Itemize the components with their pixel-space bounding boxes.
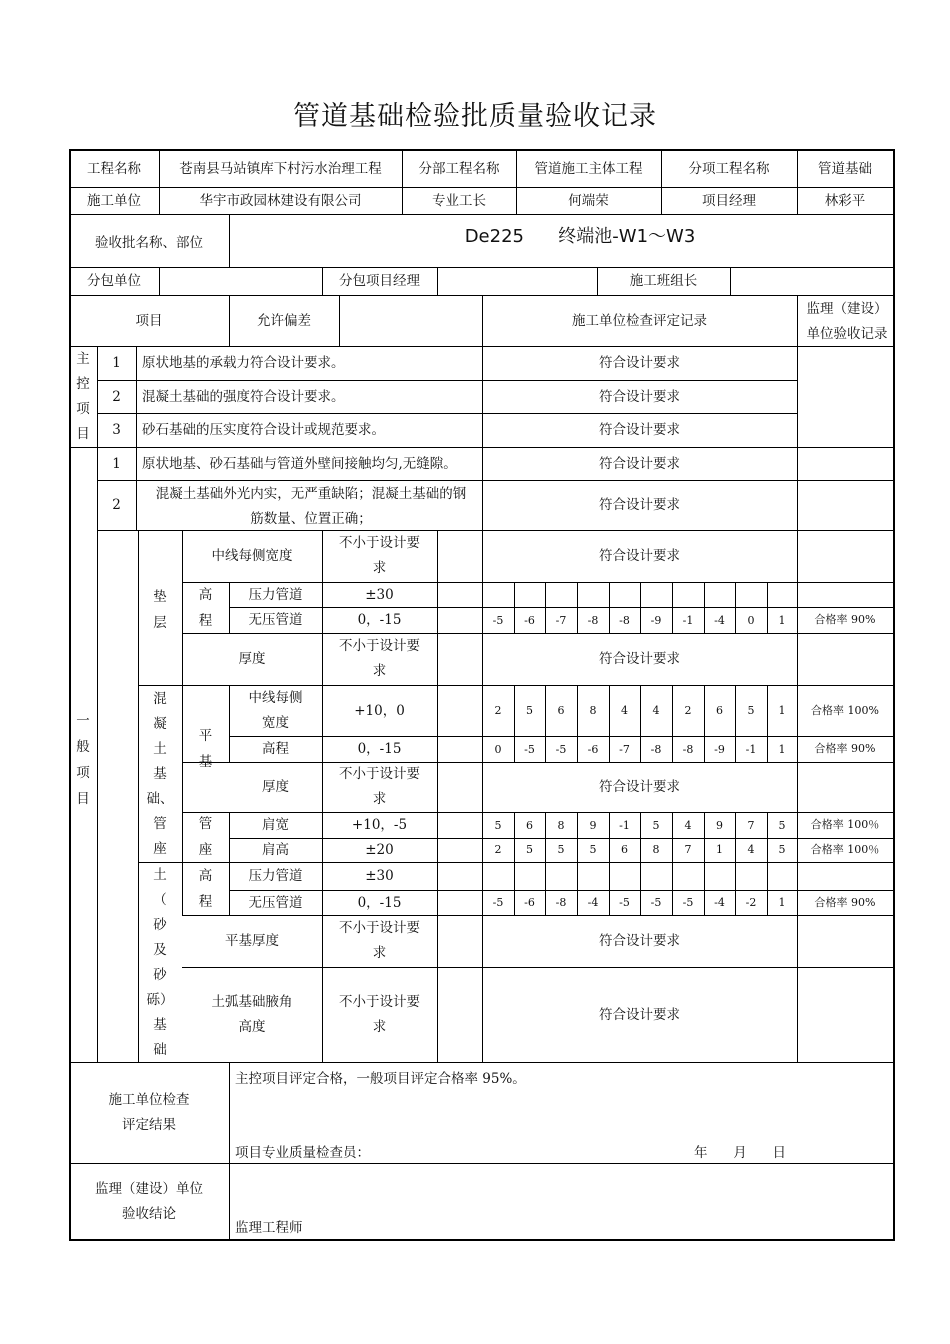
vertical-char: 般 <box>76 739 90 755</box>
supervising-engineer-label: 监理工程师 <box>235 1219 303 1236</box>
shoulder-height-label: 肩高 <box>262 842 289 858</box>
cell-line: 土弧基础腋角 <box>211 993 293 1010</box>
team-leader-label: 施工班组长 <box>629 273 698 289</box>
subdivision-value: 管道基础 <box>818 160 872 177</box>
vertical-char: 管 <box>153 815 167 832</box>
cell-line: 监理（建设）单位 <box>95 1180 203 1197</box>
check-result: 符合设计要求 <box>599 355 680 371</box>
vertical-char: 座 <box>153 840 167 857</box>
cushion-width-label: 中线每侧宽度 <box>211 548 293 564</box>
shoulder-width-label: 肩宽 <box>262 817 289 833</box>
measured-value: -8 <box>555 896 567 909</box>
vertical-char: （ <box>153 892 167 908</box>
flat-base-label <box>182 685 229 812</box>
measured-value: -5 <box>555 743 567 756</box>
soil-elev-label <box>182 862 229 915</box>
vertical-char: 程 <box>198 893 213 910</box>
division-label: 分部工程名称 <box>418 160 500 177</box>
cell-line: 单位验收记录 <box>806 326 888 342</box>
concrete-elev-tolerance: 0，-15 <box>357 741 402 757</box>
vertical-char: 管 <box>198 816 213 832</box>
cushion-elev-label <box>182 582 229 633</box>
pressure-pipe-label: 压力管道 <box>248 586 303 603</box>
pass-rate: 合格率 100％ <box>810 843 880 856</box>
cell-line: 求 <box>372 945 387 961</box>
measured-value: -5 <box>650 896 662 909</box>
vertical-char: 项 <box>76 765 90 781</box>
table-rule <box>229 214 230 267</box>
pressure-pipe-label: 压力管道 <box>248 868 303 884</box>
measured-value: -4 <box>714 614 725 627</box>
measured-value: -8 <box>682 743 694 756</box>
measured-value: 5 <box>526 703 533 717</box>
measured-value: 6 <box>526 819 533 832</box>
subdivision-label: 分项工程名称 <box>688 160 770 177</box>
quality-inspector-label: 项目专业质量检查员： <box>235 1145 370 1161</box>
item-number: 1 <box>112 355 121 371</box>
cell-line: 评定结果 <box>122 1116 176 1133</box>
measured-value: 1 <box>778 614 786 627</box>
inspection-result-text: 主控项目评定合格，一般项目评定合格率 95%。 <box>235 1071 526 1087</box>
concrete-width-label <box>229 685 322 736</box>
vertical-char: 砂 <box>153 917 167 933</box>
vertical-char: 一 <box>76 713 90 729</box>
pressure-pipe-tolerance: ±30 <box>365 868 394 884</box>
measured-value: 5 <box>652 819 660 832</box>
measured-value: 2 <box>684 703 692 717</box>
measured-value: 5 <box>747 703 755 717</box>
measured-value: -5 <box>682 896 694 909</box>
measured-value: 8 <box>589 703 597 717</box>
column-tolerance: 允许偏差 <box>257 312 311 329</box>
nonpressure-pipe-tolerance: 0，-15 <box>357 894 402 911</box>
cell-line: 求 <box>372 560 387 576</box>
sub-unit-label: 分包单位 <box>87 273 141 289</box>
pressure-pipe-tolerance: ±30 <box>365 586 394 603</box>
measured-value: -5 <box>492 896 504 909</box>
measured-value: 5 <box>778 819 786 832</box>
item-number: 3 <box>112 422 121 438</box>
cell-line: 筋数量、位置正确； <box>250 511 372 527</box>
measured-value: -5 <box>492 614 504 627</box>
measured-value: -8 <box>619 614 630 627</box>
check-result: 符合设计要求 <box>599 779 680 795</box>
column-supervision <box>797 297 893 346</box>
vertical-char: 程 <box>198 612 213 629</box>
table-rule <box>159 267 160 295</box>
contractor-label: 施工单位 <box>87 192 141 209</box>
measured-value: 7 <box>747 819 755 832</box>
batch-value: De225 终端池-W1～W3 <box>464 226 696 247</box>
vertical-char: 层 <box>153 615 167 631</box>
measured-value: 5 <box>557 843 565 856</box>
measured-value: 8 <box>652 843 660 856</box>
item-number: 1 <box>112 455 121 472</box>
division-value: 管道施工主体工程 <box>534 160 643 177</box>
measured-value: -6 <box>587 743 599 756</box>
date-label: 年 月 日 <box>694 1145 786 1161</box>
measured-value: 9 <box>589 819 597 832</box>
cell-line: 不小于设计要 <box>339 766 420 782</box>
table-rule <box>69 267 893 268</box>
vertical-char: 座 <box>198 842 213 858</box>
measured-value: 1 <box>716 843 723 856</box>
measured-value: -5 <box>524 743 535 756</box>
cell-line: 不小于设计要 <box>339 535 420 551</box>
vertical-char: 础、 <box>146 790 174 807</box>
inspection-result-label <box>69 1062 229 1163</box>
measured-value: 6 <box>621 843 628 856</box>
item-description: 混凝土基础的强度符合设计要求。 <box>142 388 345 405</box>
pass-rate: 合格率 100％ <box>810 818 880 831</box>
foreman-value: 何端荣 <box>568 192 609 209</box>
cell-line: 验收结论 <box>122 1205 176 1222</box>
cushion-label <box>138 584 182 636</box>
supervision-conclusion-label <box>69 1163 229 1240</box>
measured-value: -8 <box>650 743 662 756</box>
measured-value: 5 <box>589 843 597 856</box>
shoulder-height-tolerance: ±20 <box>365 842 394 858</box>
concrete-width-tolerance: +10，0 <box>354 702 405 719</box>
vertical-char: 凝 <box>153 715 167 732</box>
measured-value: 5 <box>526 843 533 856</box>
measured-value: -6 <box>524 896 535 909</box>
cushion-thickness-tolerance <box>322 633 437 685</box>
measured-value: -1 <box>745 743 757 756</box>
cushion-thickness-label: 厚度 <box>238 651 266 667</box>
nonpressure-pipe-tolerance: 0，-15 <box>357 612 402 628</box>
project-name-label: 工程名称 <box>87 160 141 177</box>
item-description: 原状地基、砂石基础与管道外壁间接触均匀,无缝隙。 <box>142 455 457 472</box>
cell-line: 监理（建设） <box>806 301 888 317</box>
column-check-record: 施工单位检查评定记录 <box>572 312 707 329</box>
vertical-char: 基 <box>153 1017 167 1033</box>
concrete-thickness-label: 厚度 <box>262 779 289 795</box>
vertical-char: 目 <box>76 425 90 442</box>
measured-value: 4 <box>747 843 755 856</box>
measured-value: 5 <box>494 819 502 832</box>
main-control-group-label <box>69 346 97 447</box>
vertical-char: 砂 <box>153 967 167 983</box>
cushion-width-tolerance <box>322 530 437 582</box>
vertical-char: 高 <box>198 586 213 603</box>
measured-value: -4 <box>587 896 599 909</box>
vertical-char: 土 <box>153 740 167 757</box>
measured-value: 4 <box>621 703 628 717</box>
vertical-char: 目 <box>76 791 90 807</box>
measured-value: -6 <box>524 614 535 627</box>
measured-value: -2 <box>745 896 757 909</box>
shoulder-width-tolerance: +10，-5 <box>351 817 408 833</box>
flat-thickness-tolerance <box>322 915 437 967</box>
table-rule <box>339 295 340 346</box>
vertical-char: 础 <box>153 1042 167 1058</box>
measured-value: 0 <box>494 743 502 756</box>
table-rule <box>730 267 731 295</box>
table-rule <box>437 530 438 1062</box>
table-rule <box>69 214 893 215</box>
manager-label: 项目经理 <box>702 192 756 209</box>
general-group-label <box>69 700 97 820</box>
cell-line: 求 <box>372 663 387 679</box>
check-result: 符合设计要求 <box>599 388 680 405</box>
measured-value: 8 <box>557 819 565 832</box>
measured-value: 2 <box>494 703 502 717</box>
check-result: 符合设计要求 <box>599 933 680 949</box>
measured-value: 2 <box>494 843 502 856</box>
vertical-char: 平 <box>198 727 213 744</box>
soil-base-label <box>138 864 182 1062</box>
measured-value: 1 <box>778 703 786 717</box>
concrete-label <box>138 686 182 862</box>
check-result: 符合设计要求 <box>599 422 680 438</box>
foreman-label: 专业工长 <box>432 192 486 209</box>
flat-thickness-label: 平基厚度 <box>225 933 279 949</box>
item-number: 2 <box>112 497 121 513</box>
measured-value: 7 <box>684 843 692 856</box>
measured-value: 4 <box>684 819 692 832</box>
concrete-elev-label: 高程 <box>262 741 289 757</box>
page-title: 管道基础检验批质量验收记录 <box>293 101 657 132</box>
pipe-seat-label <box>182 812 229 862</box>
measured-value: 6 <box>557 703 565 717</box>
cell-line: 施工单位检查 <box>108 1091 190 1108</box>
check-result: 符合设计要求 <box>599 651 680 667</box>
pass-rate: 合格率 90% <box>814 613 876 626</box>
concrete-thickness-tolerance <box>322 762 437 812</box>
item-description: 砂石基础的压实度符合设计或规范要求。 <box>142 422 385 438</box>
column-item: 项目 <box>135 312 163 329</box>
vertical-char: 混 <box>153 690 167 707</box>
check-result: 符合设计要求 <box>599 548 680 564</box>
measured-value: -8 <box>587 614 599 627</box>
item-number: 2 <box>112 388 121 405</box>
check-result: 符合设计要求 <box>599 1006 680 1023</box>
measured-value: -1 <box>682 614 694 627</box>
measured-value: -9 <box>650 614 662 627</box>
table-rule <box>437 267 438 295</box>
measured-value: 9 <box>716 819 723 832</box>
manager-value: 林彩平 <box>824 192 866 209</box>
measured-value: 0 <box>747 614 755 627</box>
batch-label: 验收批名称、部位 <box>95 235 203 251</box>
measured-value: -9 <box>714 743 725 756</box>
cell-line: 宽度 <box>262 714 289 731</box>
cell-line: 求 <box>372 1018 387 1035</box>
arc-base-label <box>182 967 322 1062</box>
measured-value: -7 <box>619 743 630 756</box>
pass-rate: 合格率 100% <box>811 703 879 717</box>
measured-value: -5 <box>619 896 630 909</box>
measured-value: -4 <box>714 896 725 909</box>
measured-value: 4 <box>652 703 660 717</box>
measured-value: -1 <box>619 819 630 832</box>
arc-base-tolerance <box>322 967 437 1062</box>
contractor-value: 华宇市政园林建设有限公司 <box>199 192 362 209</box>
vertical-char: 垫 <box>153 589 167 605</box>
item-description: 原状地基的承载力符合设计要求。 <box>142 355 345 371</box>
cell-line: 不小于设计要 <box>339 638 420 654</box>
vertical-char: 砾） <box>146 992 174 1008</box>
vertical-char: 高 <box>198 867 213 884</box>
vertical-char: 基 <box>153 765 167 782</box>
check-result: 符合设计要求 <box>599 455 680 472</box>
vertical-char: 基 <box>198 753 213 770</box>
cell-line: 求 <box>372 791 387 807</box>
vertical-char: 土 <box>153 867 167 883</box>
cell-line: 混凝土基础外光内实，无严重缺陷；混凝土基础的钢 <box>155 486 467 502</box>
measured-value: 1 <box>778 896 786 909</box>
vertical-char: 控 <box>76 375 90 392</box>
cell-line: 中线每侧 <box>248 689 303 706</box>
sub-manager-label: 分包项目经理 <box>339 273 420 289</box>
table-rule <box>893 149 895 1241</box>
measured-value: 6 <box>716 703 723 717</box>
vertical-char: 及 <box>153 942 167 958</box>
nonpressure-pipe-label: 无压管道 <box>248 612 303 628</box>
nonpressure-pipe-label: 无压管道 <box>248 894 303 911</box>
measured-value: 5 <box>778 843 786 856</box>
measured-value: 1 <box>778 743 786 756</box>
vertical-char: 项 <box>76 400 90 417</box>
cell-line: 高度 <box>238 1018 266 1035</box>
project-name-value: 苍南县马站镇库下村污水治理工程 <box>179 160 382 177</box>
pass-rate: 合格率 90% <box>814 895 876 909</box>
check-result: 符合设计要求 <box>599 497 680 513</box>
cell-line: 不小于设计要 <box>339 993 420 1010</box>
item-description <box>136 482 482 530</box>
pass-rate: 合格率 90% <box>814 742 876 755</box>
measured-value: -7 <box>555 614 567 627</box>
cell-line: 不小于设计要 <box>339 920 420 936</box>
vertical-char: 主 <box>76 350 90 367</box>
